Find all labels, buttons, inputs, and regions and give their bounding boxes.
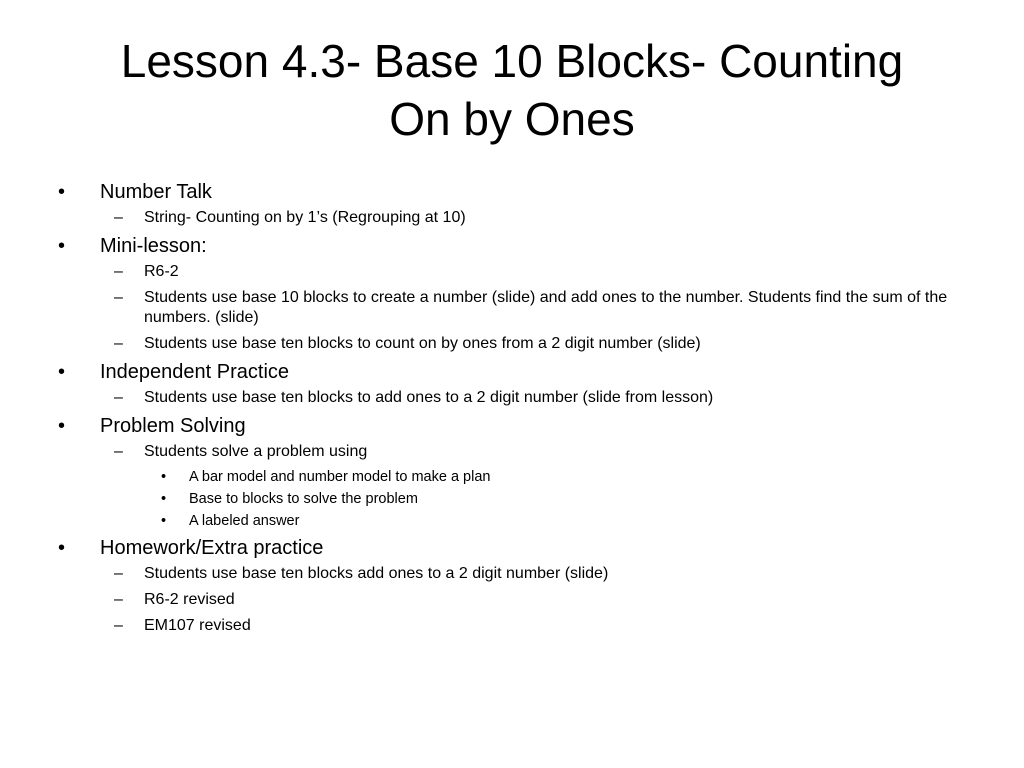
sub-bullet-string: [56, 208, 976, 228]
sub-bullet-text: Students use base ten blocks to add ones to a 2 digit number (slide from lesson): [144, 389, 714, 406]
bullet-text: Problem Solving: [100, 415, 246, 437]
sub-bullet-count-on: [56, 334, 976, 354]
sub-bullet-text: Students use base ten blocks add ones to a 2 digit number (slide): [144, 565, 609, 582]
bullet-mini-lesson: [56, 234, 976, 258]
sub-bullet-add-ones: [56, 388, 976, 408]
sub-bullet-text: Students use base ten blocks to count on by ones from a 2 digit number (slide): [144, 335, 701, 352]
sub-bullet-text: Students solve a problem using: [144, 443, 368, 460]
bullet-dash: –: [114, 617, 123, 634]
slide-title: [60, 32, 964, 148]
slide-body: [56, 180, 976, 642]
sub-bullet-em107-revised: [56, 616, 976, 636]
bullet-dot: •: [58, 235, 66, 257]
bullet-text: Independent Practice: [100, 361, 290, 383]
sub-bullet-text: Students use base 10 blocks to create a number (slide) and add ones to the number. Students find the sum of the numbers. (slide): [144, 289, 948, 326]
sub-bullet-solve-problem: [56, 442, 976, 462]
bullet-dot: •: [58, 181, 66, 203]
bullet-dot-small: •: [161, 513, 167, 529]
bullet-dash: –: [114, 209, 123, 226]
bullet-number-talk: [56, 180, 976, 204]
sub-bullet-add-ones-homework: [56, 564, 976, 584]
bullet-dot-small: •: [161, 491, 167, 507]
sub-bullet-text: R6-2 revised: [144, 591, 235, 608]
bullet-text: Mini-lesson:: [100, 235, 207, 257]
bullet-dash: –: [114, 565, 123, 582]
bullet-problem-solving: [56, 414, 976, 438]
sub-bullet-text: EM107 revised: [144, 617, 251, 634]
bullet-text: Number Talk: [100, 181, 212, 203]
bullet-dot: •: [58, 537, 66, 559]
bullet-dash: –: [114, 389, 123, 406]
bullet-dash: –: [114, 263, 123, 280]
bullet-dash: –: [114, 443, 123, 460]
bullet-independent-practice: [56, 360, 976, 384]
bullet-dot: •: [58, 361, 66, 383]
sub-sub-bullet-base-blocks: [56, 490, 976, 508]
sub-bullet-text: String- Counting on by 1’s (Regrouping at 10): [144, 209, 466, 226]
sub-sub-bullet-labeled-answer: [56, 512, 976, 530]
sub-sub-bullet-text: Base to blocks to solve the problem: [189, 491, 418, 507]
bullet-dash: –: [114, 289, 123, 306]
title-line-1: Lesson 4.3- Base 10 Blocks- Counting: [120, 35, 904, 87]
sub-sub-bullet-text: A labeled answer: [189, 513, 300, 529]
bullet-text: Homework/Extra practice: [100, 537, 324, 559]
sub-bullet-r6-2-revised: [56, 590, 976, 610]
sub-sub-bullet-text: A bar model and number model to make a plan: [189, 469, 491, 485]
sub-sub-bullet-bar-model: [56, 468, 976, 486]
title-line-2: On by Ones: [389, 93, 635, 145]
bullet-homework: [56, 536, 976, 560]
sub-bullet-r6-2: [56, 262, 976, 282]
sub-bullet-text: R6-2: [144, 263, 179, 280]
bullet-dot-small: •: [161, 469, 167, 485]
sub-bullet-create-number: [56, 288, 976, 328]
bullet-dash: –: [114, 591, 123, 608]
bullet-dash: –: [114, 335, 123, 352]
bullet-dot: •: [58, 415, 66, 437]
